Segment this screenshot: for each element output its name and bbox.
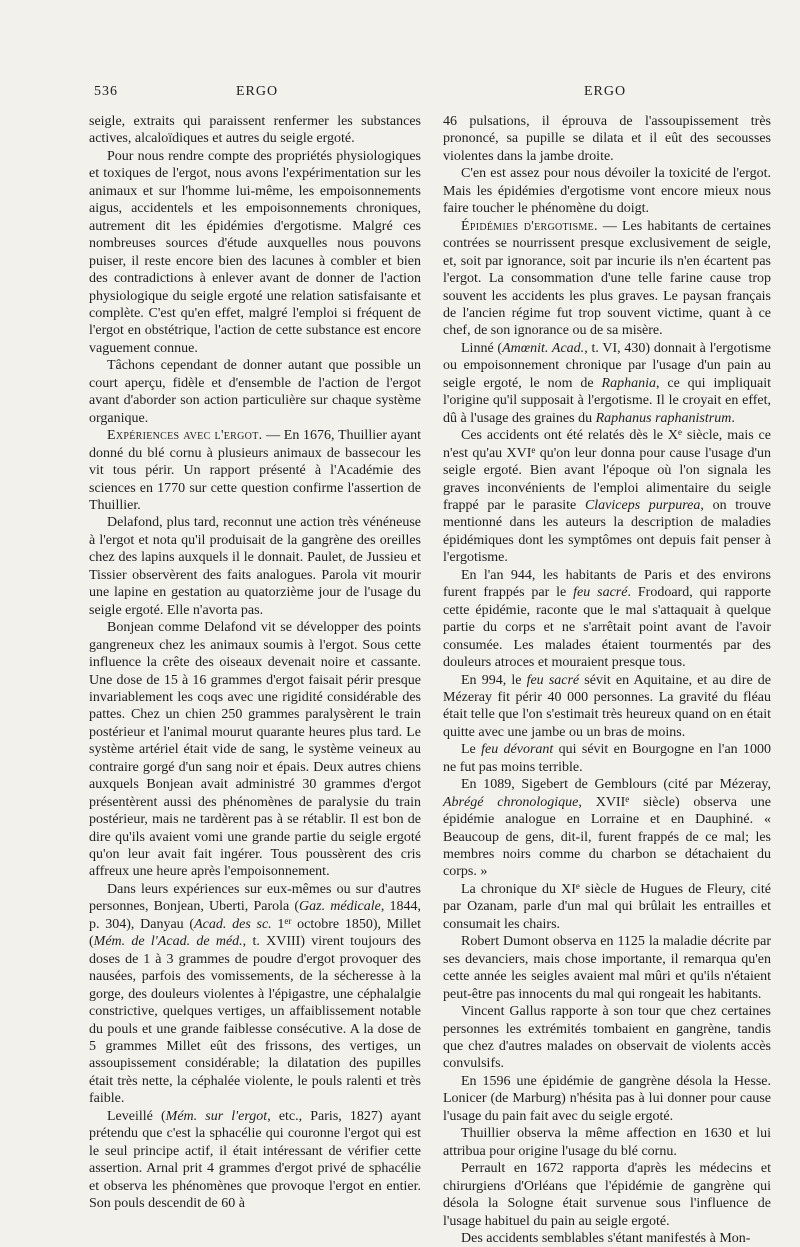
term: Raphania <box>601 375 656 391</box>
paragraph: Ces accidents ont été relatés dès le Xe siècle, mais ce n'est qu'au XVIe qu'on leur donna pour cause l'usage d'un seigle ergoté. Bien avant l'époque où l'on signala les graves inconvénients de l'emploi alimentaire du seigle frappé par le parasite Claviceps purpurea, on trouve mentionné dans les auteurs la description de maladies épidémiques dont les symptômes ont depuis fait penser à l'ergotisme. <box>443 427 772 566</box>
paragraph: Delafond, plus tard, reconnut une action très vénéneuse à l'ergot et nota qu'il produisait de la gangrène des oreilles chez des lapins auxquels il le donnait. Paulet, de Jussieu et Tissier observèrent des faits analogues. Parola vit mourir une lapine en gestation au quatorzième jour de l'usage du seigle ergoté. Elle n'avorta pas. <box>89 515 421 618</box>
paragraph: Épidémies d'ergotisme. — Les habitants de certaines contrées se nourrissent presque exclusivement de seigle, et, soit par ignorance, soit par incurie ils n'en écartent pas l'ergot. La consommation d'une telle farine cause trop souvent les accidents les plus graves. Le paysan français de l'ancien régime fut trop souvent victime, quant à ce chef, de son ignorance ou de sa misère. <box>443 218 772 339</box>
running-header <box>0 84 800 106</box>
paragraph: C'en est assez pour nous dévoiler la toxicité de l'ergot. Mais les épidémies d'ergotisme vont encore mieux nous faire toucher le phénomène du doigt. <box>443 166 771 217</box>
citation: Mém. sur l'ergot <box>165 1108 268 1124</box>
citation: Mém. de l'Acad. de méd. <box>93 934 243 950</box>
paragraph: Pour nous rendre compte des propriétés physiologiques et toxiques de l'ergot, nous avons l'expérimentation sur les animaux et sur l'homme lui-même, les empoisonnements aigus, accidentels et les empoisonnements chroniques, autrement dit les épidémies d'ergotisme. Malgré ces nombreuses sources d'étude auxquelles nous pouvons puiser, il reste encore bien des lacunes à combler et bien des contradictions à enlever avant de donner de l'action physiologique du seigle ergoté une relation satisfaisante et complète. C'est qu'en effet, malgré l'emploi si fréquent de l'ergot en obstétrique, l'action de cette substance est encore vaguement connue. <box>89 148 421 356</box>
paragraph: Tâchons cependant de donner autant que possible un court aperçu, fidèle et d'ensemble de l'action de l'ergot avant d'aborder son action particulière sur chaque système organique. <box>89 358 421 426</box>
paragraph: La chronique du XIe siècle de Hugues de Fleury, cité par Ozanam, parle d'un mal qui brûlait les entrailles et consumait les chairs. <box>443 880 771 932</box>
left-running-title: ERGO <box>236 84 279 99</box>
term: feu sacré <box>526 672 580 688</box>
paragraph: Le feu dévorant qui sévit en Bourgogne en l'an 1000 ne fut pas moins terrible. <box>443 742 771 775</box>
paragraph: Des accidents semblables s'étant manifestés à Mon- <box>461 1231 751 1246</box>
left-column <box>89 113 421 1213</box>
right-column <box>443 113 771 1247</box>
term: feu sacré <box>573 585 628 601</box>
citation: Amœnit. Acad. <box>502 340 585 356</box>
term: Claviceps purpurea <box>584 497 701 513</box>
term: Raphanus raphanistrum <box>595 410 732 426</box>
term: feu dévorant <box>481 742 554 758</box>
paragraph: Perrault en 1672 rapporta d'après les médecins et chirurgiens d'Orléans que l'épidémie de gangrène qui désola la Sologne était survenue sous l'influence de l'usage habituel du pain au seigle ergoté. <box>443 1161 771 1229</box>
paragraph: Leveillé (Mém. sur l'ergot, etc., Paris, 1827) ayant prétendu que c'est la sphacélie qui couronne l'ergot qui est le seul principe actif, il était intéressant de vérifier cette assertion. Arnal prit 4 grammes d'ergot privé de sphacélie et observa les phénomènes que provoque l'ergot en entier. Son pouls descendit de 60 à <box>89 1108 421 1212</box>
paragraph: Thuillier observa la même affection en 1630 et lui attribua pour origine l'usage du blé cornu. <box>443 1126 771 1159</box>
citation: Abrégé chronologique <box>443 794 579 810</box>
paragraph: Linné (Amœnit. Acad., t. VI, 430) donnait à l'ergotisme ou empoisonnement chronique par l'usage d'un pain au seigle ergoté, le nom de Raphania, ce qui impliquait l'origine qu'il supposait à l'ergotisme. Il le croyait en effet, dû à l'usage des graines du Raphanus raphanistrum. <box>443 340 771 426</box>
paragraph: En 1596 une épidémie de gangrène désola la Hesse. Lonicer (de Marburg) n'hésita pas à lui donner pour cause l'usage du pain fait avec du seigle ergoté. <box>443 1073 771 1124</box>
paragraph: Expériences avec l'ergot. — En 1676, Thuillier ayant donné du blé cornu à plusieurs animaux de bassecour les vit tous périr. Un rapport présenté à l'Académie des sciences en 1770 sur cette question confirme l'assertion de Thuillier. <box>89 428 421 513</box>
paragraph: Robert Dumont observa en 1125 la maladie décrite par ses devanciers, mais chose importante, il remarqua qu'en cette année les seigles avaient mal mûri et qu'ils n'étaient peut-être pas innocents du mal qui rongeait les habitants. <box>443 934 771 1002</box>
page-number: 536 <box>94 84 118 99</box>
citation: Acad. des sc. <box>194 916 272 932</box>
paragraph: Bonjean comme Delafond vit se développer des points gangreneux chez les animaux soumis à l'ergot. Sous cette influence la crête des oiseaux devenait noire et cassante. Une dose de 15 à 16 grammes d'ergot faisait périr presque invariablement les coqs avec une rigidité considérable des pattes. Chez un chien 250 grammes paralysèrent le train postérieur et l'animal mourut quarante heures plus tard. Le système artériel était vide de sang, le système veineux au contraire gorgé d'un sang noir et épais. Deux autres chiens auxquels Bonjean avait administré 30 grammes d'ergot présentèrent aussi des phénomènes de paralysie du train postérieur, mais ne tardèrent pas à se rétablir. Il est bon de dire qu'ils avaient vomi une grande partie du seigle ergoté qu'on leur avait fait ingérer. Tous poussèrent des cris affreux une heure après l'empoisonnement. <box>89 620 421 880</box>
right-running-title: ERGO <box>584 84 627 99</box>
section-heading: Expériences avec l'ergot. <box>107 428 263 444</box>
paragraph: seigle, extraits qui paraissent renfermer les substances actives, alcaloïdiques et autres du seigle ergoté. <box>89 114 421 147</box>
paragraph: En 1089, Sigebert de Gemblours (cité par Mézeray, Abrégé chronologique, XVIIe siècle) observa une épidémie analogue en Lorraine et en Dauphiné. « Beaucoup de gens, dit-il, furent frappés de ce mal; les membres noirs comme du charbon se détachaient du corps. » <box>443 777 771 880</box>
paragraph: Dans leurs expériences sur eux-mêmes ou sur d'autres personnes, Bonjean, Uberti, Parola (Gaz. médicale, 1844, p. 304), Danyau (Acad. des sc. 1er octobre 1850), Millet (Mém. de l'Acad. de méd., t. XVIII) virent toujours des doses de 1 à 3 grammes de poudre d'ergot provoquer des nausées, parfois des vomissements, de la sécheresse à la gorge, des douleurs violentes à l'épigastre, une céphalalgie constrictive, quelques vertiges, un affaiblissement notable du pouls et une grande faiblesse consécutive. A la dose de 5 grammes Millet eût des frissons, des vertiges, un assoupissement considérable; la dilatation des pupilles était très nette, la céphalée violente, le pouls ralenti et très faible. <box>89 881 422 1107</box>
section-heading: Épidémies d'ergotisme. <box>461 218 598 234</box>
paragraph: Vincent Gallus rapporte à son tour que chez certaines personnes les extrémités tombaient en gangrène, tandis que chez d'autres malades on observait de violents accès convulsifs. <box>443 1004 771 1072</box>
paragraph: 46 pulsations, il éprouva de l'assoupissement très prononcé, sa pupille se dilata et il eût des secousses violentes dans la jambe droite. <box>443 114 771 164</box>
paragraph: En l'an 944, les habitants de Paris et des environs furent frappés par le feu sacré. Frodoard, qui rapporte cette épidémie, raconte que le mal s'attaquait à quelque partie du corps et ne s'arrêtait point avant de l'avoir consumée. Les malades étaient tourmentés par des douleurs atroces et mouraient presque tous. <box>443 567 771 671</box>
paragraph: En 994, le feu sacré sévit en Aquitaine, et au dire de Mézeray fit périr 40 000 personnes. La gravité du fléau était telle que l'on s'estimait très heureux quand on en était quitte avec une jambe ou un bras de moins. <box>443 672 772 740</box>
citation: Gaz. médicale <box>299 899 381 915</box>
